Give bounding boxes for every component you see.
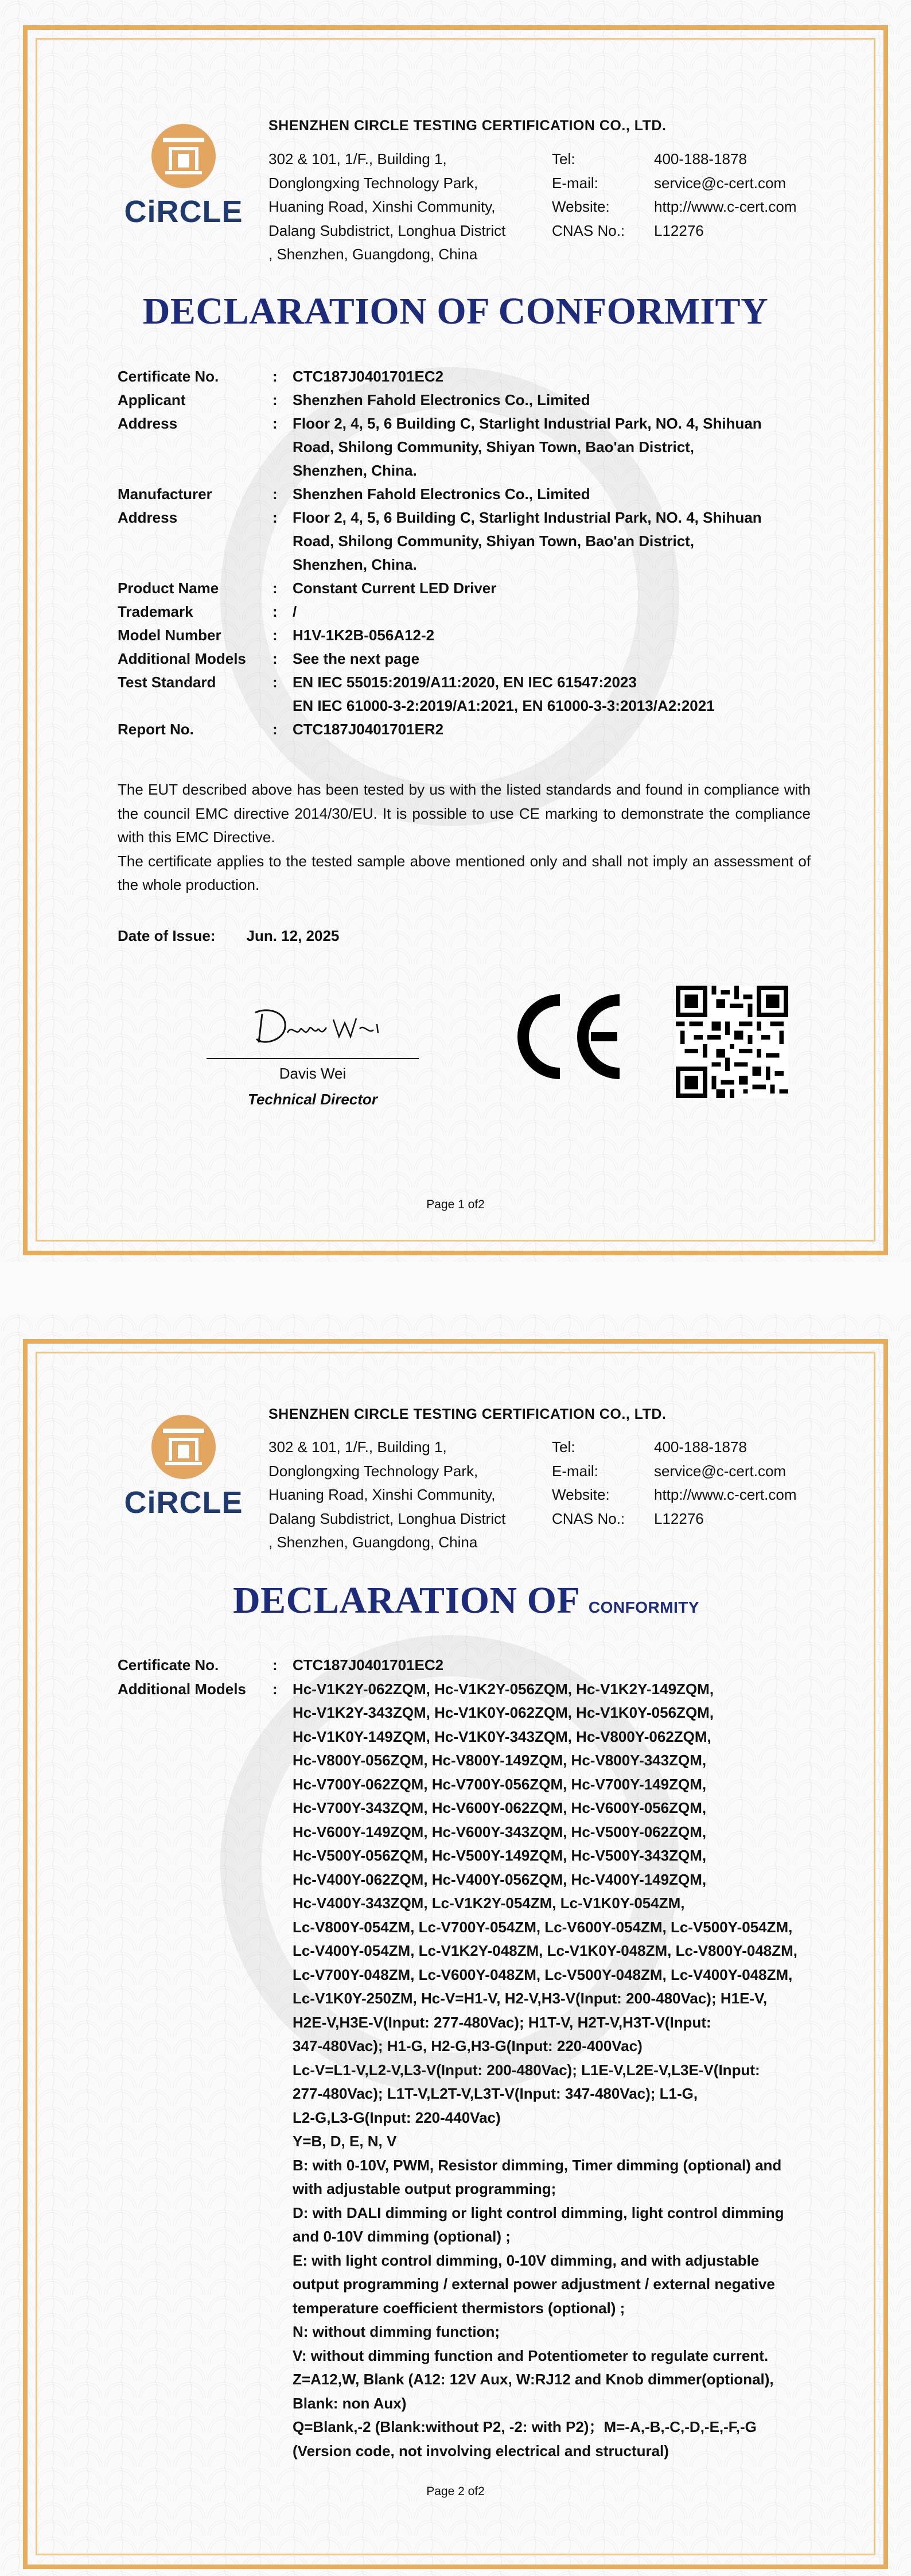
- company-name: SHENZHEN CIRCLE TESTING CERTIFICATION CO., LTD.: [268, 118, 667, 134]
- field-value-line: Floor 2, 4, 5, 6 Building C, Starlight Industrial Park, NO. 4, Shihuan: [293, 509, 762, 526]
- field-value: [293, 718, 817, 741]
- field-value-line: E: with light control dimming, 0-10V dimming, and with adjustable: [293, 2251, 760, 2269]
- company-name: SHENZHEN CIRCLE TESTING CERTIFICATION CO., LTD.: [268, 1406, 667, 1422]
- field-value-line: CTC187J0401701ER2: [293, 721, 444, 738]
- page-title: DECLARATION OF CONFORMITY: [142, 290, 769, 332]
- field-label: Product Name: [118, 579, 219, 597]
- field-value-line: with adjustable output programming;: [293, 2180, 556, 2197]
- signature-line: [207, 1058, 419, 1059]
- field-value-line: N: without dimming function;: [293, 2323, 500, 2340]
- field-value-line: Lc-V800Y-054ZM, Lc-V700Y-054ZM, Lc-V600Y-054ZM, Lc-V500Y-054ZM,: [293, 1918, 793, 1936]
- field-value-line: Hc-V600Y-149ZQM, Hc-V600Y-343ZQM, Hc-V500Y-062ZQM,: [293, 1823, 707, 1840]
- field-value-line: V: without dimming function and Potentiometer to regulate current.: [293, 2347, 769, 2364]
- field-colon: :: [272, 650, 278, 667]
- field-value-line: Lc-V400Y-054ZM, Lc-V1K2Y-048ZM, Lc-V1K0Y-048ZM, Lc-V800Y-048ZM,: [293, 1942, 798, 1959]
- field-label: Manufacturer: [118, 485, 212, 503]
- field-row: [118, 718, 817, 741]
- contact-labels: Tel: E-mail: Website: CNAS No.:: [552, 150, 625, 239]
- field-value-line: See the next page: [293, 650, 420, 667]
- field-value-line: Shenzhen, China.: [293, 462, 417, 479]
- company-logo: [115, 1412, 252, 1520]
- field-value-line: 347-480Vac); H1-G, H2-G,H3-G(Input: 220-400Vac): [293, 2037, 643, 2054]
- field-value: [293, 647, 817, 671]
- field-label: Trademark: [118, 603, 193, 620]
- company-address: 302 & 101, 1/F., Building 1, Donglongxing Technology Park, Huaning Road, Xinshi Community, Dalang Subdistrict, Longhua District , Shenzhen, Guangdong, China: [268, 1438, 506, 1551]
- certificate-page-1: [0, 0, 911, 1262]
- circle-logo-icon: [149, 1412, 218, 1481]
- field-colon: :: [272, 579, 278, 597]
- field-value-line: Hc-V400Y-343ZQM, Lc-V1K2Y-054ZM, Lc-V1K0Y-054ZM,: [293, 1894, 685, 1912]
- certificate-fields: [118, 365, 817, 741]
- handwritten-signature: [232, 1001, 393, 1053]
- field-label: Certificate No.: [118, 1656, 219, 1674]
- field-value: [293, 482, 817, 506]
- signature-block: [207, 1001, 419, 1108]
- field-value-line: Floor 2, 4, 5, 6 Building C, Starlight Industrial Park, NO. 4, Shihuan: [293, 415, 762, 432]
- field-colon: :: [272, 603, 278, 620]
- field-value-line: L2-G,L3-G(Input: 220-440Vac): [293, 2108, 501, 2126]
- field-value-line: H2E-V,H3E-V(Input: 277-480Vac); H1T-V, H2T-V,H3T-V(Input:: [293, 2013, 711, 2031]
- field-value: [293, 600, 817, 624]
- field-label: Model Number: [118, 627, 221, 644]
- field-value-line: EN IEC 55015:2019/A11:2020, EN IEC 61547:2023: [293, 674, 637, 691]
- field-row: [118, 600, 817, 624]
- field-value-line: Hc-V800Y-056ZQM, Hc-V800Y-149ZQM, Hc-V800Y-343ZQM,: [293, 1752, 707, 1769]
- field-value-line: Constant Current LED Driver: [293, 579, 497, 597]
- field-value-line: Hc-V1K2Y-343ZQM, Hc-V1K0Y-062ZQM, Hc-V1K0Y-056ZQM,: [293, 1704, 714, 1721]
- field-row: [118, 1653, 817, 1678]
- field-value-line: Hc-V1K0Y-149ZQM, Hc-V1K0Y-343ZQM, Hc-V800Y-062ZQM,: [293, 1727, 711, 1745]
- field-value-line: Shenzhen Fahold Electronics Co., Limited: [293, 391, 590, 408]
- field-value-line: B: with 0-10V, PWM, Resistor dimming, Timer dimming (optional) and: [293, 2156, 782, 2174]
- field-label: Test Standard: [118, 674, 216, 691]
- field-value-line: 277-480Vac); L1T-V,L2T-V,L3T-V(Input: 347-480Vac); L1-G,: [293, 2085, 698, 2102]
- field-value: [293, 671, 817, 718]
- field-value-line: Lc-V=L1-V,L2-V,L3-V(Input: 200-480Vac); L1E-V,L2E-V,L3E-V(Input:: [293, 2061, 760, 2079]
- qr-code-icon: [676, 986, 788, 1098]
- field-row: [118, 577, 817, 600]
- circle-logo-icon: [149, 122, 218, 190]
- field-value: [293, 412, 817, 482]
- field-value-line: CTC187J0401701EC2: [293, 368, 444, 385]
- field-row: [118, 482, 817, 506]
- field-value-line: D: with DALI dimming or light control dimming, light control dimming: [293, 2204, 784, 2221]
- field-value-line: Road, Shilong Community, Shiyan Town, Bao'an District,: [293, 438, 695, 456]
- field-value: [293, 624, 817, 647]
- field-value: [293, 1653, 817, 1678]
- field-label: Applicant: [118, 391, 186, 408]
- field-value-line: H1V-1K2B-056A12-2: [293, 627, 435, 644]
- issue-date-label: Date of Issue:: [118, 927, 216, 944]
- signer-title: Technical Director: [248, 1091, 377, 1108]
- field-value-line: /: [293, 603, 297, 620]
- contact-labels: Tel: E-mail: Website: CNAS No.:: [552, 1438, 625, 1527]
- page-title: DECLARATION OF CONFORMITY: [233, 1579, 700, 1621]
- signer-name: Davis Wei: [279, 1065, 347, 1082]
- field-colon: :: [272, 509, 278, 526]
- field-row: [118, 506, 817, 577]
- field-value-line: Blank: non Aux): [293, 2394, 407, 2412]
- field-value-line: Shenzhen Fahold Electronics Co., Limited: [293, 485, 590, 503]
- field-colon: :: [272, 1656, 278, 1674]
- field-colon: :: [272, 368, 278, 385]
- certificate-page-2: [0, 1314, 911, 2576]
- field-value-line: CTC187J0401701EC2: [293, 1656, 444, 1674]
- page-number: Page 1 of2: [426, 1198, 485, 1211]
- field-colon: :: [272, 391, 278, 408]
- contact-values: 400-188-1878 service@c-cert.com http://www.c-cert.com L12276: [654, 150, 797, 239]
- field-value-line: output programming / external power adjustment / external negative: [293, 2275, 775, 2293]
- field-value-line: Lc-V1K0Y-250ZM, Hc-V=H1-V, H2-V,H3-V(Input: 200-480Vac); H1E-V,: [293, 1990, 768, 2007]
- field-value-line: Hc-V500Y-056ZQM, Hc-V500Y-149ZQM, Hc-V500Y-343ZQM,: [293, 1847, 707, 1864]
- field-value-line: temperature coefficient thermistors (optional) ;: [293, 2299, 625, 2317]
- field-value-line: Road, Shilong Community, Shiyan Town, Bao'an District,: [293, 532, 695, 550]
- field-colon: :: [272, 485, 278, 503]
- field-label: Additional Models: [118, 650, 246, 667]
- field-row: [118, 412, 817, 482]
- field-value-line: Lc-V700Y-048ZM, Lc-V600Y-048ZM, Lc-V500Y-048ZM, Lc-V400Y-048ZM,: [293, 1966, 793, 1983]
- field-value-line: Q=Blank,-2 (Blank:without P2, -2: with P2)；M=-A,-B,-C,-D,-E,-F,-G: [293, 2418, 757, 2435]
- field-value: [293, 506, 817, 577]
- field-label: Address: [118, 509, 178, 526]
- field-colon: :: [272, 721, 278, 738]
- field-row: [118, 647, 817, 671]
- field-value-line: Hc-V1K2Y-062ZQM, Hc-V1K2Y-056ZQM, Hc-V1K2Y-149ZQM,: [293, 1680, 714, 1698]
- field-row: [118, 624, 817, 647]
- field-value: [293, 1678, 817, 2464]
- field-value-line: Hc-V700Y-343ZQM, Hc-V600Y-062ZQM, Hc-V600Y-056ZQM,: [293, 1799, 707, 1816]
- ce-mark-icon: [505, 994, 625, 1079]
- field-row: [118, 365, 817, 388]
- logo-wordmark: CiRCLE: [124, 1485, 243, 1520]
- field-label: Report No.: [118, 721, 194, 738]
- field-value: [293, 388, 817, 412]
- company-address: 302 & 101, 1/F., Building 1, Donglongxing Technology Park, Huaning Road, Xinshi Community, Dalang Subdistrict, Longhua District , Shenzhen, Guangdong, China: [268, 150, 506, 263]
- field-colon: :: [272, 627, 278, 644]
- compliance-statement: The EUT described above has been tested by us with the listed standards and found in compliance with the council EMC directive 2014/30/EU. It is possible to use CE marking to demonstrate the compliance with this EMC Directive. The certificate applies to the tested sample above mentioned only and shall not imply an assessment of the whole production.: [118, 781, 811, 893]
- issue-date-row: [118, 927, 339, 945]
- field-value-line: Hc-V700Y-062ZQM, Hc-V700Y-056ZQM, Hc-V700Y-149ZQM,: [293, 1775, 707, 1793]
- field-row: [118, 388, 817, 412]
- field-row: [118, 1678, 817, 2464]
- field-colon: :: [272, 415, 278, 432]
- field-value-line: Shenzhen, China.: [293, 556, 417, 573]
- field-value-line: (Version code, not involving electrical and structural): [293, 2442, 669, 2460]
- field-value-line: EN IEC 61000-3-2:2019/A1:2021, EN 61000-3-3:2013/A2:2021: [293, 697, 715, 714]
- issue-date: Jun. 12, 2025: [246, 927, 340, 944]
- page-number: Page 2 of2: [426, 2485, 485, 2498]
- field-value: [293, 577, 817, 600]
- field-value-line: and 0-10V dimming (optional) ;: [293, 2228, 511, 2245]
- field-value: [293, 365, 817, 388]
- field-value-line: Hc-V400Y-062ZQM, Hc-V400Y-056ZQM, Hc-V400Y-149ZQM,: [293, 1870, 707, 1888]
- field-value-line: Y=B, D, E, N, V: [293, 2133, 397, 2150]
- additional-models-fields: [118, 1653, 817, 2463]
- contact-values: 400-188-1878 service@c-cert.com http://www.c-cert.com L12276: [654, 1438, 797, 1527]
- field-value-line: Z=A12,W, Blank (A12: 12V Aux, W:RJ12 and Knob dimmer(optional),: [293, 2371, 774, 2388]
- field-row: [118, 671, 817, 718]
- field-colon: :: [272, 1680, 278, 1698]
- field-label: Address: [118, 415, 178, 432]
- field-label: Certificate No.: [118, 368, 219, 385]
- field-colon: :: [272, 674, 278, 691]
- company-logo: [115, 122, 252, 229]
- logo-wordmark: CiRCLE: [124, 194, 243, 229]
- field-label: Additional Models: [118, 1680, 246, 1698]
